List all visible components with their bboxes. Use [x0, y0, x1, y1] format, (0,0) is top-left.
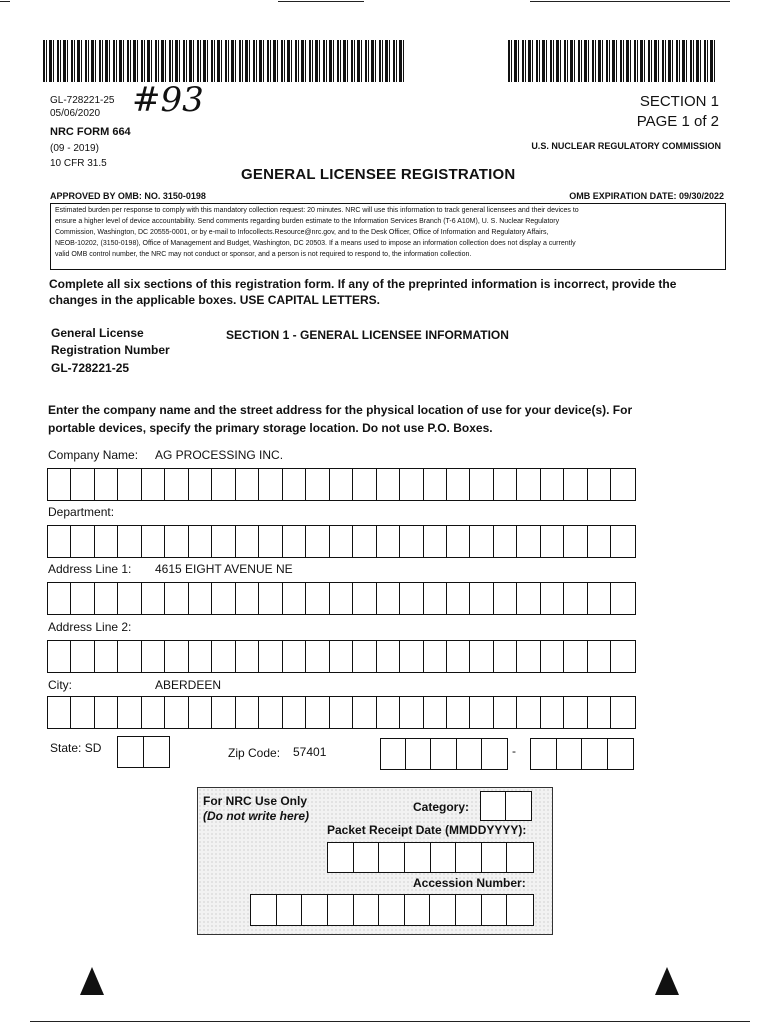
omb-expiration: OMB EXPIRATION DATE: 09/30/2022 [569, 191, 724, 201]
form-name: NRC FORM 664 [50, 126, 131, 138]
state-boxes[interactable] [117, 736, 170, 768]
notice-line: ensure a higher level of device accountability. Send comments regarding burden estimate to the Information Services Branch (T-6 A10M), U. S. Nuclear Regulatory [55, 218, 560, 225]
gl-number-header: GL-728221-25 [50, 95, 115, 106]
barcode-right [508, 40, 718, 82]
zip-extension-boxes[interactable] [530, 738, 634, 770]
instructions-line-2: changes in the applicable boxes. USE CAPITAL LETTERS. [49, 293, 380, 307]
cfr-reference: 10 CFR 31.5 [50, 158, 107, 169]
notice-line: Estimated burden per response to comply with this mandatory collection request: 20 minutes. NRC will use this information to track general licensees and their devices to [55, 207, 579, 214]
alignment-triangle-left [80, 967, 104, 995]
form-date: 05/06/2020 [50, 108, 101, 119]
section-heading: SECTION 1 - GENERAL LICENSEE INFORMATION [226, 328, 509, 342]
alignment-triangle-right [655, 967, 679, 995]
gl-registration-number: GL-728221-25 [51, 361, 130, 375]
state-label: State: SD [50, 741, 102, 755]
city-boxes[interactable] [47, 696, 636, 729]
city-label: City: [48, 678, 72, 692]
omb-approval: APPROVED BY OMB: NO. 3150-0198 [50, 191, 206, 201]
category-label: Category: [413, 800, 470, 814]
accession-number-boxes [250, 894, 534, 926]
address-line-1-label: Address Line 1: [48, 562, 132, 576]
nrc-use-title: For NRC Use Only [203, 794, 308, 808]
company-name-boxes[interactable] [47, 468, 636, 501]
section-label: SECTION 1 [639, 93, 719, 110]
department-boxes[interactable] [47, 525, 636, 558]
accession-number-label: Accession Number: [413, 876, 526, 890]
scan-edge-top-left [0, 1, 10, 2]
packet-receipt-date-boxes [327, 842, 534, 873]
form-revision: (09 - 2019) [50, 143, 99, 154]
address-line-2-label: Address Line 2: [48, 620, 132, 634]
address-line-1-value: 4615 EIGHT AVENUE NE [155, 562, 293, 576]
scan-edge-top-mid [278, 1, 364, 2]
nrc-use-subtitle: (Do not write here) [203, 809, 310, 823]
address-instructions-2: portable devices, specify the primary storage location. Do not use P.O. Boxes. [48, 421, 493, 435]
packet-receipt-date-label: Packet Receipt Date (MMDDYYYY): [327, 823, 527, 837]
gl-label-2: Registration Number [51, 343, 170, 357]
agency-name: U.S. NUCLEAR REGULATORY COMMISSION [531, 141, 721, 151]
notice-line: NEOB-10202, (3150-0198), Office of Management and Budget, Washington, DC 20503. If a means used to impose an information collection does not display a currently [55, 240, 576, 247]
city-value: ABERDEEN [155, 678, 222, 692]
burden-notice [50, 203, 726, 270]
zip-code-boxes[interactable] [380, 738, 508, 770]
address-line-2-boxes[interactable] [47, 640, 636, 673]
address-instructions-1: Enter the company name and the street address for the physical location of use for your device(s). For [48, 403, 633, 417]
scan-edge-top-right [530, 1, 730, 2]
scan-edge-bottom [30, 1021, 750, 1022]
department-label: Department: [48, 505, 115, 519]
instructions-line-1: Complete all six sections of this registration form. If any of the preprinted information is incorrect, provide the [49, 277, 677, 291]
company-name-label: Company Name: [48, 448, 139, 462]
handwritten-note: #93 [132, 80, 204, 120]
zip-code-value: 57401 [293, 745, 327, 759]
company-name-value: AG PROCESSING INC. [155, 448, 284, 462]
zip-code-label: Zip Code: [228, 746, 281, 760]
barcode-left [43, 40, 407, 82]
notice-line: valid OMB control number, the NRC may not conduct or sponsor, and a person is not required to respond to, the information collection. [55, 251, 472, 258]
page-title: GENERAL LICENSEE REGISTRATION [241, 166, 516, 183]
address-line-1-boxes[interactable] [47, 582, 636, 615]
gl-label-1: General License [51, 326, 144, 340]
category-boxes [480, 791, 532, 821]
zip-dash: - [512, 744, 516, 758]
notice-line: Commission, Washington, DC 20555-0001, or by e-mail to Infocollects.Resource@nrc.gov, and to the Desk Officer, Office of Information and Regulatory Affairs, [55, 229, 549, 236]
nrc-use-only-box [197, 787, 553, 935]
page-number: PAGE 1 of 2 [636, 113, 719, 130]
